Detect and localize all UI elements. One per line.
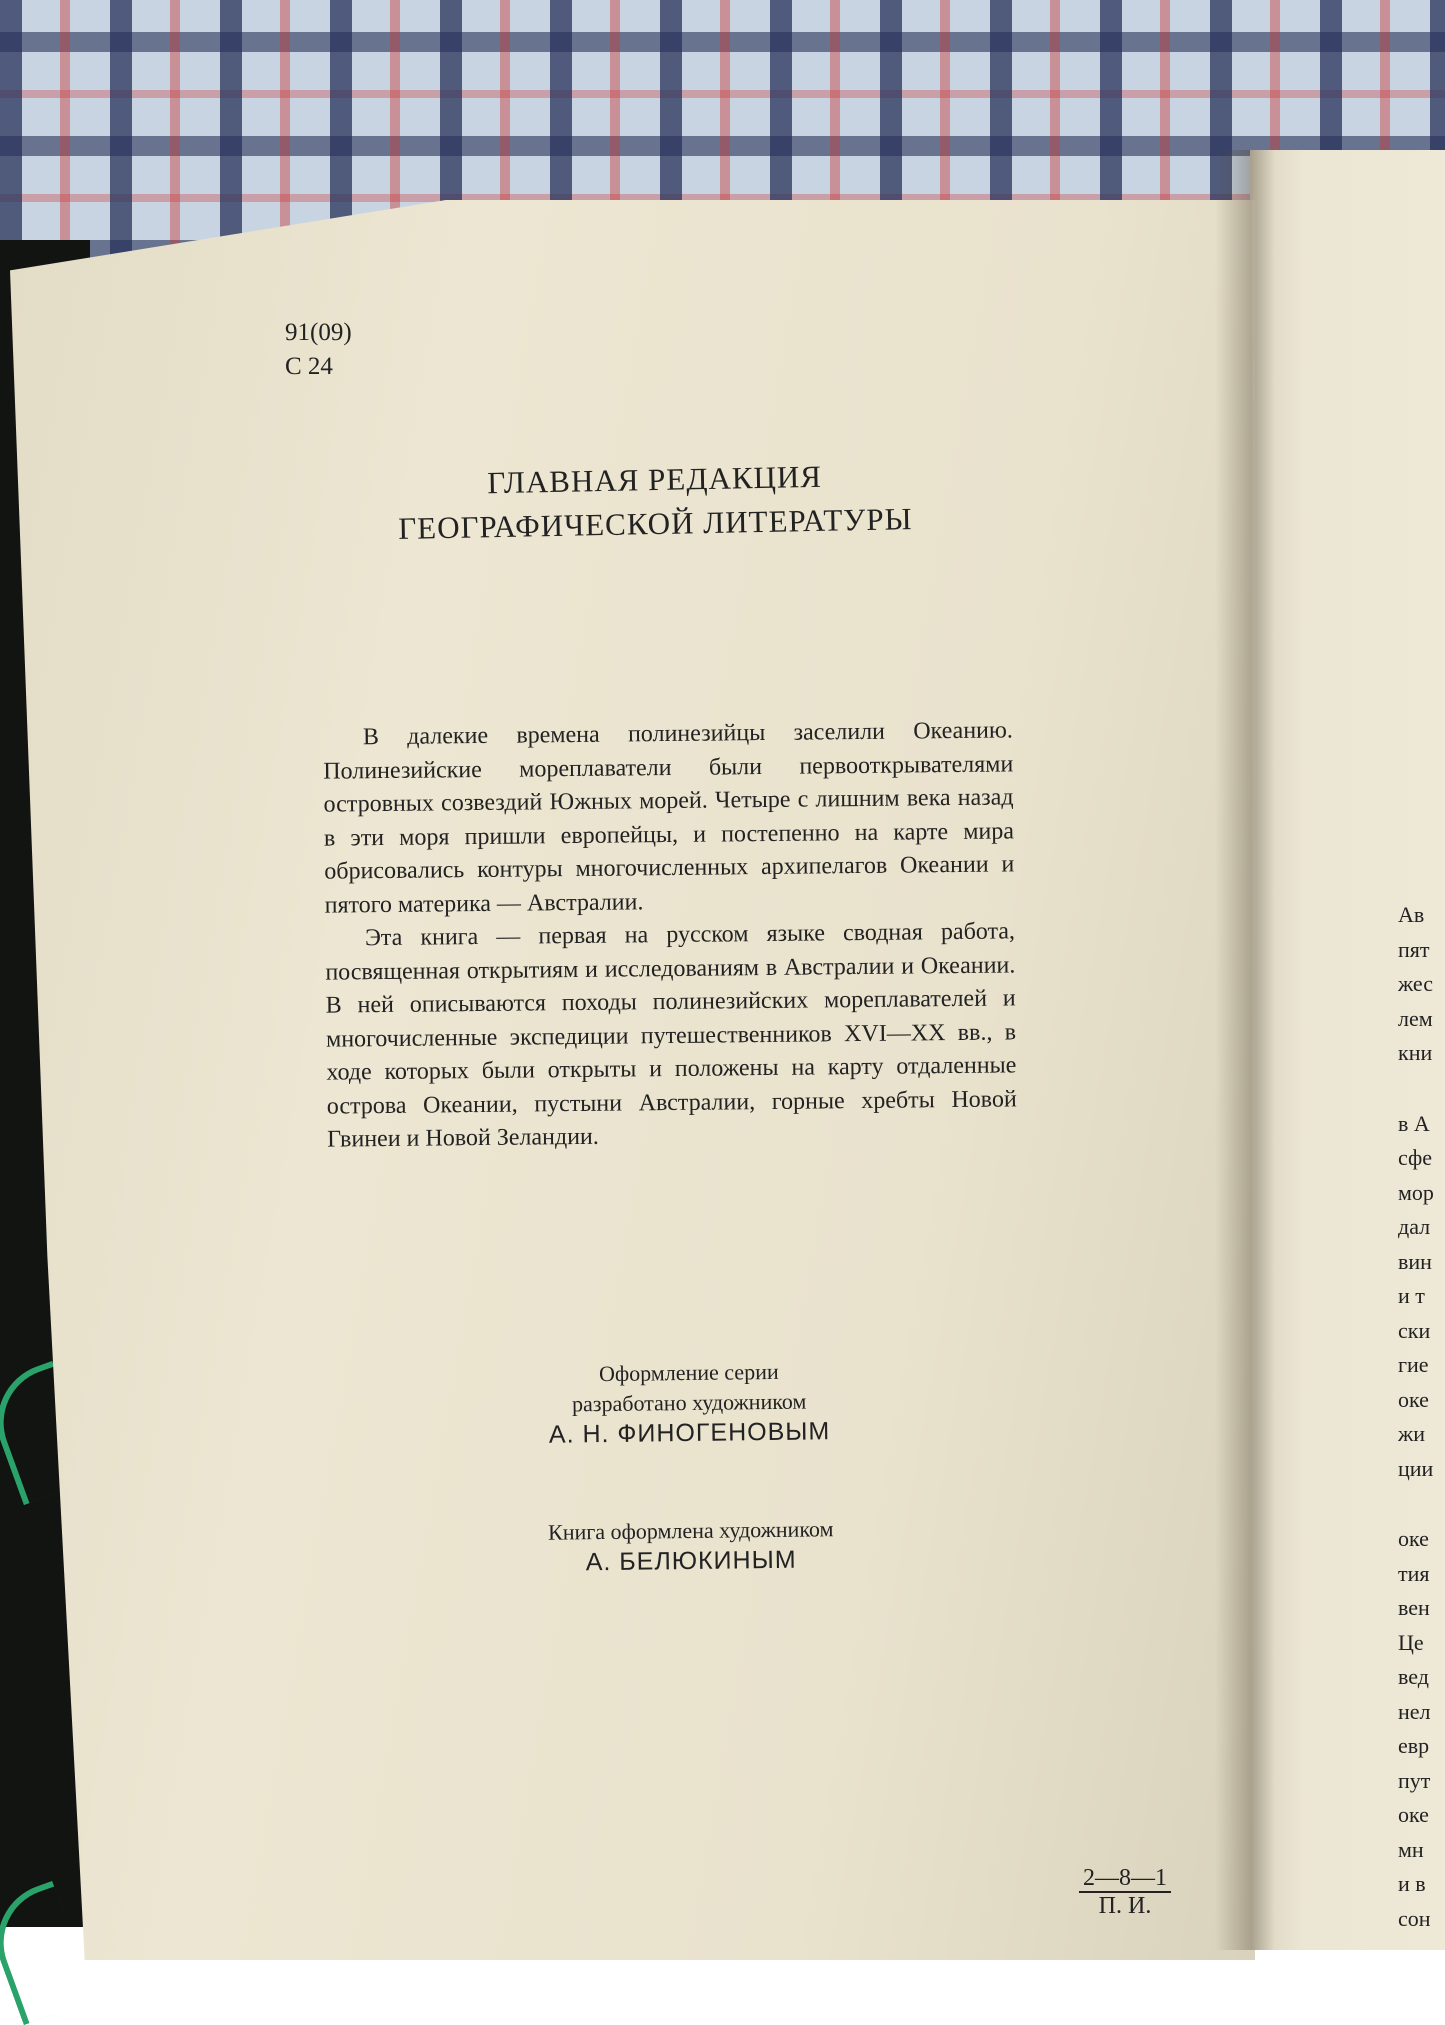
facing-line: евр xyxy=(1398,1733,1430,1758)
facing-line: пут xyxy=(1398,1767,1431,1793)
facing-line: Це xyxy=(1398,1629,1424,1655)
facing-line: вед xyxy=(1398,1664,1429,1689)
facing-line: мн xyxy=(1398,1836,1424,1862)
facing-line: сон xyxy=(1398,1905,1431,1931)
book-artist-name: А. БЕЛЮКИНЫМ xyxy=(585,1545,797,1577)
signature-numerator: 2—8—1 xyxy=(1079,1865,1171,1893)
book-credit-line: Книга оформлена художником xyxy=(547,1516,834,1545)
signature-denominator: П. И. xyxy=(1098,1893,1152,1919)
facing-line: пят xyxy=(1398,936,1430,962)
facing-line: кни xyxy=(1398,1040,1433,1065)
facing-line: и т xyxy=(1398,1283,1425,1308)
annotation-paragraph: В далекие времена полинезийцы заселили Океанию. Полинезийские мореплаватели были первооткрывателями островных созвездий Южных морей. Четыре с лишним века назад в эти моря пришли европейцы, и постепенно на карте мира обрисовались контуры многочисленных архипелагов Океании и пятого материка — Австралии. xyxy=(323,717,1015,919)
series-credit-line: разработано художником xyxy=(571,1388,807,1417)
series-credit-line: Оформление серии xyxy=(598,1358,779,1387)
facing-line: и в xyxy=(1398,1871,1426,1896)
facing-line: жес xyxy=(1398,971,1433,996)
print-signature xyxy=(1060,1865,1190,1919)
facing-line: мор xyxy=(1398,1179,1434,1205)
facing-line: дал xyxy=(1398,1214,1431,1239)
facing-line: вен xyxy=(1398,1595,1430,1620)
annotation xyxy=(323,714,1018,1157)
facing-line: оке xyxy=(1398,1802,1429,1827)
udc-line: 91(09) xyxy=(285,319,352,346)
facing-line: Ав xyxy=(1398,902,1425,927)
facing-line: тия xyxy=(1398,1560,1430,1586)
facing-line: нел xyxy=(1398,1698,1431,1724)
facing-line: в А xyxy=(1398,1110,1430,1136)
facing-line: оке xyxy=(1398,1526,1429,1551)
facing-line: ции xyxy=(1398,1455,1434,1481)
spine-shadow xyxy=(1215,150,1275,1950)
facing-line: ски xyxy=(1398,1317,1431,1343)
facing-line: оке xyxy=(1398,1386,1429,1412)
udc-code xyxy=(285,316,352,384)
design-credits xyxy=(459,1355,922,1579)
facing-line: гие xyxy=(1398,1352,1429,1377)
publisher-line: ГЛАВНАЯ РЕДАКЦИЯ xyxy=(486,458,823,501)
palm-leaf-icon xyxy=(0,1881,95,2025)
facing-line: лем xyxy=(1398,1005,1433,1031)
publisher-line: ГЕОГРАФИЧЕСКОЙ ЛИТЕРАТУРЫ xyxy=(397,501,913,546)
facing-line: вин xyxy=(1398,1248,1432,1274)
publisher-heading xyxy=(329,452,981,552)
facing-line: жи xyxy=(1398,1421,1425,1446)
facing-line: сфе xyxy=(1398,1145,1433,1170)
bbk-line: С 24 xyxy=(285,353,333,380)
facing-page-text xyxy=(1398,898,1445,1936)
annotation-paragraph: Эта книга — первая на русском языке сводная работа, посвященная открытиям и исследованиям в Австралии и Океании. В ней описываются походы полинезийских мореплавателей и многочисленные экспедиции путешественников XVI—XX вв., в ходе которых были открыты и положены на карту отдаленные острова Океании, пустыни Австралии, горные хребты Новой Гвинеи и Новой Зеландии. xyxy=(325,918,1017,1153)
series-artist-name: А. Н. ФИНОГЕНОВЫМ xyxy=(548,1417,831,1449)
